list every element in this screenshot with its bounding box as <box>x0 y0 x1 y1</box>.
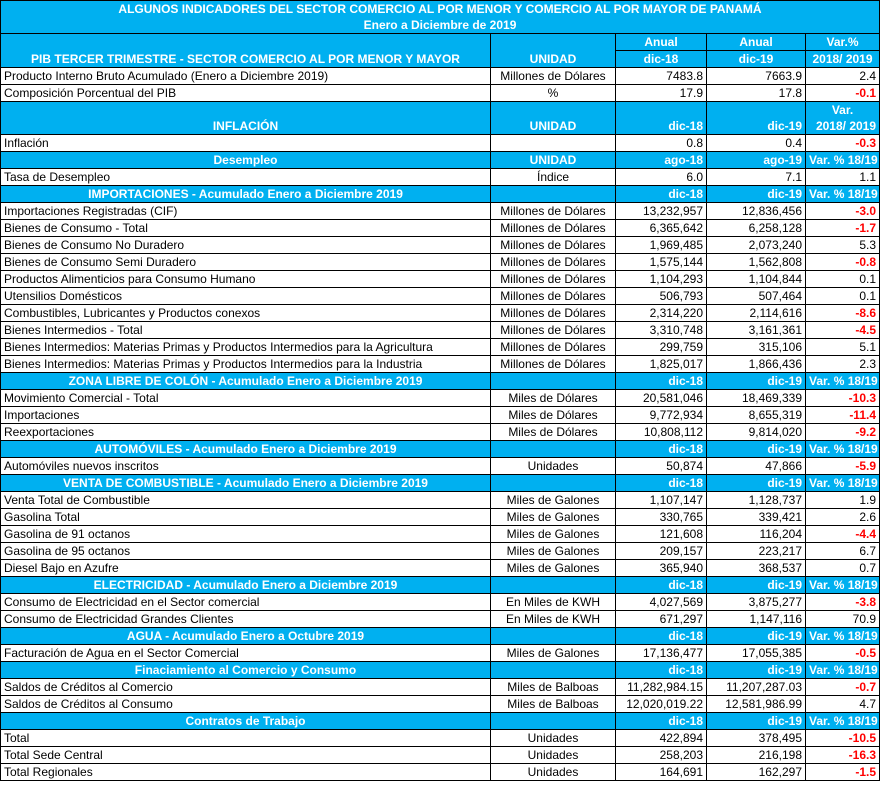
row-value-curr: 116,204 <box>707 526 806 543</box>
row-variation: 5.3 <box>806 237 880 254</box>
row-unit: Millones de Dólares <box>491 288 616 305</box>
financiamiento-section-title: Finaciamiento al Comercio y Consumo <box>1 662 491 679</box>
row-label: Saldos de Créditos al Consumo <box>1 696 491 713</box>
row-value-prev: 20,581,046 <box>616 390 707 407</box>
row-value-prev: 0.8 <box>616 135 707 152</box>
report-title: ALGUNOS INDICADORES DEL SECTOR COMERCIO AL POR MENOR Y COMERCIO AL POR MAYOR DE PANAMÁ <box>1 1 880 18</box>
row-value-curr: 12,581,986.99 <box>707 696 806 713</box>
electricidad-section-title: ELECTRICIDAD - Acumulado Enero a Diciembre 2019 <box>1 577 491 594</box>
electricidad-col3: Var. % 18/19 <box>806 577 880 594</box>
row-label: Bienes Intermedios: Materias Primas y Productos Intermedios para la Agricultura <box>1 339 491 356</box>
row-label: Inflación <box>1 135 491 152</box>
combustible-col2: dic-19 <box>707 475 806 492</box>
pib-unit-header: UNIDAD <box>491 51 616 68</box>
row-variation: -5.9 <box>806 458 880 475</box>
row-value-curr: 3,161,361 <box>707 322 806 339</box>
row-unit: Millones de Dólares <box>491 271 616 288</box>
row-value-curr: 315,106 <box>707 339 806 356</box>
row-variation: 0.7 <box>806 560 880 577</box>
row-value-prev: 17,136,477 <box>616 645 707 662</box>
row-variation: -3.8 <box>806 594 880 611</box>
row-variation: -9.2 <box>806 424 880 441</box>
row-value-prev: 506,793 <box>616 288 707 305</box>
row-label: Productos Alimenticios para Consumo Humano <box>1 271 491 288</box>
row-unit: Unidades <box>491 458 616 475</box>
row-variation: 70.9 <box>806 611 880 628</box>
desempleo-header-row <box>1 152 880 169</box>
automoviles-col2: dic-19 <box>707 441 806 458</box>
table-row <box>1 68 880 85</box>
title-row-1 <box>1 1 880 18</box>
row-value-curr: 1,562,808 <box>707 254 806 271</box>
table-row <box>1 288 880 305</box>
table-row <box>1 526 880 543</box>
row-value-prev: 1,104,293 <box>616 271 707 288</box>
agua-col1: dic-18 <box>616 628 707 645</box>
row-value-prev: 13,232,957 <box>616 203 707 220</box>
pib-col1-bottom: dic-18 <box>616 51 707 68</box>
pib-header-row-2 <box>1 51 880 68</box>
row-variation: -4.4 <box>806 526 880 543</box>
row-value-prev: 4,027,569 <box>616 594 707 611</box>
table-row <box>1 322 880 339</box>
row-variation: -0.3 <box>806 135 880 152</box>
row-label: Total Sede Central <box>1 747 491 764</box>
row-unit: Millones de Dólares <box>491 305 616 322</box>
spacer <box>491 577 616 594</box>
row-unit: Miles de Galones <box>491 543 616 560</box>
row-value-curr: 1,104,844 <box>707 271 806 288</box>
importaciones-section-title: IMPORTACIONES - Acumulado Enero a Diciembre 2019 <box>1 186 491 203</box>
contratos-section-title: Contratos de Trabajo <box>1 713 491 730</box>
row-unit: Millones de Dólares <box>491 203 616 220</box>
row-label: Bienes de Consumo Semi Duradero <box>1 254 491 271</box>
automoviles-col3: Var. % 18/19 <box>806 441 880 458</box>
row-unit: Miles de Dólares <box>491 407 616 424</box>
title-row-2 <box>1 17 880 34</box>
row-value-prev: 11,282,984.15 <box>616 679 707 696</box>
row-variation: 0.1 <box>806 271 880 288</box>
inflacion-header-row-1 <box>1 102 880 119</box>
table-row <box>1 135 880 152</box>
spacer <box>491 441 616 458</box>
row-value-curr: 339,421 <box>707 509 806 526</box>
row-label: Facturación de Agua en el Sector Comercial <box>1 645 491 662</box>
pib-section-title: PIB TERCER TRIMESTRE - SECTOR COMERCIO AL POR MENOR Y MAYOR <box>1 51 491 68</box>
row-variation: -1.7 <box>806 220 880 237</box>
row-variation: -8.6 <box>806 305 880 322</box>
row-unit: Millones de Dólares <box>491 237 616 254</box>
spacer <box>491 186 616 203</box>
automoviles-header-row <box>1 441 880 458</box>
row-label: Reexportaciones <box>1 424 491 441</box>
row-unit: En Miles de KWH <box>491 611 616 628</box>
row-value-curr: 6,258,128 <box>707 220 806 237</box>
row-variation: -16.3 <box>806 747 880 764</box>
row-value-curr: 17,055,385 <box>707 645 806 662</box>
table-row <box>1 458 880 475</box>
combustible-header-row <box>1 475 880 492</box>
row-variation: 2.4 <box>806 68 880 85</box>
row-label: Gasolina Total <box>1 509 491 526</box>
table-row <box>1 305 880 322</box>
row-label: Gasolina de 95 octanos <box>1 543 491 560</box>
table-row <box>1 645 880 662</box>
row-value-prev: 12,020,019.22 <box>616 696 707 713</box>
table-row <box>1 543 880 560</box>
zona-libre-col3: Var. % 18/19 <box>806 373 880 390</box>
electricidad-header-row <box>1 577 880 594</box>
spacer <box>707 102 806 119</box>
row-value-curr: 1,128,737 <box>707 492 806 509</box>
row-unit: Miles de Galones <box>491 645 616 662</box>
row-value-prev: 671,297 <box>616 611 707 628</box>
row-value-prev: 209,157 <box>616 543 707 560</box>
desempleo-col3: Var. % 18/19 <box>806 152 880 169</box>
row-value-prev: 422,894 <box>616 730 707 747</box>
row-label: Importaciones <box>1 407 491 424</box>
row-label: Bienes Intermedios: Materias Primas y Productos Intermedios para la Industria <box>1 356 491 373</box>
contratos-col2: dic-19 <box>707 713 806 730</box>
row-unit: Unidades <box>491 747 616 764</box>
table-row <box>1 407 880 424</box>
row-value-prev: 1,825,017 <box>616 356 707 373</box>
row-value-curr: 17.8 <box>707 85 806 102</box>
table-row <box>1 424 880 441</box>
row-value-prev: 17.9 <box>616 85 707 102</box>
inflacion-section-title: INFLACIÓN <box>1 118 491 135</box>
desempleo-col2: ago-19 <box>707 152 806 169</box>
row-unit: Millones de Dólares <box>491 339 616 356</box>
desempleo-section-title: Desempleo <box>1 152 491 169</box>
importaciones-col2: dic-19 <box>707 186 806 203</box>
row-variation: -1.5 <box>806 764 880 781</box>
row-unit: Millones de Dólares <box>491 220 616 237</box>
row-label: Importaciones Registradas (CIF) <box>1 203 491 220</box>
zona-libre-header-row <box>1 373 880 390</box>
row-variation: 6.7 <box>806 543 880 560</box>
agua-section-title: AGUA - Acumulado Enero a Octubre 2019 <box>1 628 491 645</box>
row-value-prev: 3,310,748 <box>616 322 707 339</box>
row-value-curr: 12,836,456 <box>707 203 806 220</box>
table-row <box>1 203 880 220</box>
row-value-prev: 50,874 <box>616 458 707 475</box>
row-variation: -4.5 <box>806 322 880 339</box>
row-value-prev: 164,691 <box>616 764 707 781</box>
row-unit: Miles de Balboas <box>491 696 616 713</box>
row-unit: % <box>491 85 616 102</box>
row-value-curr: 11,207,287.03 <box>707 679 806 696</box>
row-value-curr: 378,495 <box>707 730 806 747</box>
table-row <box>1 390 880 407</box>
row-unit: Millones de Dólares <box>491 322 616 339</box>
row-value-prev: 299,759 <box>616 339 707 356</box>
row-variation: 1.9 <box>806 492 880 509</box>
table-row <box>1 509 880 526</box>
pib-col3-top: Var.% <box>806 34 880 51</box>
row-label: Tasa de Desempleo <box>1 169 491 186</box>
row-value-prev: 1,575,144 <box>616 254 707 271</box>
inflacion-col1: dic-18 <box>616 118 707 135</box>
row-value-curr: 0.4 <box>707 135 806 152</box>
zona-libre-section-title: ZONA LIBRE DE COLÓN - Acumulado Enero a Diciembre 2019 <box>1 373 491 390</box>
row-unit: Miles de Galones <box>491 526 616 543</box>
inflacion-unit-header: UNIDAD <box>491 118 616 135</box>
row-value-prev: 1,107,147 <box>616 492 707 509</box>
row-value-curr: 47,866 <box>707 458 806 475</box>
row-value-curr: 368,537 <box>707 560 806 577</box>
table-row <box>1 764 880 781</box>
table-row <box>1 747 880 764</box>
financiamiento-col2: dic-19 <box>707 662 806 679</box>
row-value-curr: 2,114,616 <box>707 305 806 322</box>
financiamiento-header-row <box>1 662 880 679</box>
spacer <box>616 102 707 119</box>
row-value-prev: 1,969,485 <box>616 237 707 254</box>
row-unit: Millones de Dólares <box>491 356 616 373</box>
row-variation: -0.8 <box>806 254 880 271</box>
table-row <box>1 339 880 356</box>
financiamiento-col1: dic-18 <box>616 662 707 679</box>
row-unit: Millones de Dólares <box>491 254 616 271</box>
row-value-curr: 162,297 <box>707 764 806 781</box>
row-unit: Miles de Dólares <box>491 424 616 441</box>
combustible-col3: Var. % 18/19 <box>806 475 880 492</box>
row-value-prev: 10,808,112 <box>616 424 707 441</box>
contratos-col1: dic-18 <box>616 713 707 730</box>
table-row <box>1 730 880 747</box>
row-unit <box>491 135 616 152</box>
row-label: Consumo de Electricidad Grandes Clientes <box>1 611 491 628</box>
row-variation: -0.1 <box>806 85 880 102</box>
row-label: Diesel Bajo en Azufre <box>1 560 491 577</box>
row-value-prev: 121,608 <box>616 526 707 543</box>
importaciones-col3: Var. % 18/19 <box>806 186 880 203</box>
row-unit: Unidades <box>491 764 616 781</box>
table-row <box>1 611 880 628</box>
row-value-curr: 216,198 <box>707 747 806 764</box>
agua-col2: dic-19 <box>707 628 806 645</box>
agua-col3: Var. % 18/19 <box>806 628 880 645</box>
importaciones-col1: dic-18 <box>616 186 707 203</box>
row-value-curr: 8,655,319 <box>707 407 806 424</box>
row-value-prev: 258,203 <box>616 747 707 764</box>
spacer <box>491 475 616 492</box>
row-value-curr: 223,217 <box>707 543 806 560</box>
spacer <box>1 102 491 119</box>
row-label: Gasolina de 91 octanos <box>1 526 491 543</box>
row-label: Producto Interno Bruto Acumulado (Enero a Diciembre 2019) <box>1 68 491 85</box>
row-label: Movimiento Comercial - Total <box>1 390 491 407</box>
zona-libre-col1: dic-18 <box>616 373 707 390</box>
row-unit: Miles de Galones <box>491 509 616 526</box>
row-value-curr: 7.1 <box>707 169 806 186</box>
row-unit: Unidades <box>491 730 616 747</box>
row-value-prev: 2,314,220 <box>616 305 707 322</box>
row-unit: Miles de Dólares <box>491 390 616 407</box>
pib-col2-top: Anual <box>707 34 806 51</box>
row-value-curr: 9,814,020 <box>707 424 806 441</box>
row-value-curr: 3,875,277 <box>707 594 806 611</box>
table-row <box>1 356 880 373</box>
row-value-prev: 365,940 <box>616 560 707 577</box>
row-variation: -0.5 <box>806 645 880 662</box>
electricidad-col2: dic-19 <box>707 577 806 594</box>
pib-col1-top: Anual <box>616 34 707 51</box>
spacer <box>491 713 616 730</box>
inflacion-col2: dic-19 <box>707 118 806 135</box>
row-label: Bienes de Consumo - Total <box>1 220 491 237</box>
spacer <box>491 373 616 390</box>
desempleo-unit-header: UNIDAD <box>491 152 616 169</box>
row-variation: 5.1 <box>806 339 880 356</box>
row-unit: Miles de Galones <box>491 560 616 577</box>
row-label: Bienes de Consumo No Duradero <box>1 237 491 254</box>
inflacion-header-row-2 <box>1 118 880 135</box>
contratos-header-row <box>1 713 880 730</box>
agua-header-row <box>1 628 880 645</box>
table-row <box>1 679 880 696</box>
importaciones-header-row <box>1 186 880 203</box>
table-row <box>1 254 880 271</box>
electricidad-col1: dic-18 <box>616 577 707 594</box>
zona-libre-col2: dic-19 <box>707 373 806 390</box>
automoviles-section-title: AUTOMÓVILES - Acumulado Enero a Diciembre 2019 <box>1 441 491 458</box>
table-row <box>1 696 880 713</box>
row-value-prev: 9,772,934 <box>616 407 707 424</box>
spacer <box>491 628 616 645</box>
pib-col2-bottom: dic-19 <box>707 51 806 68</box>
row-variation: -3.0 <box>806 203 880 220</box>
row-value-curr: 18,469,339 <box>707 390 806 407</box>
desempleo-col1: ago-18 <box>616 152 707 169</box>
table-row <box>1 85 880 102</box>
pib-header-row-1 <box>1 34 880 51</box>
row-variation: -11.4 <box>806 407 880 424</box>
row-value-curr: 1,866,436 <box>707 356 806 373</box>
row-unit: Millones de Dólares <box>491 68 616 85</box>
combustible-col1: dic-18 <box>616 475 707 492</box>
table-row <box>1 594 880 611</box>
report-subtitle: Enero a Diciembre de 2019 <box>1 17 880 34</box>
spacer <box>491 102 616 119</box>
inflacion-col3-top: Var. <box>806 102 880 119</box>
row-label: Bienes Intermedios - Total <box>1 322 491 339</box>
table-row <box>1 560 880 577</box>
automoviles-col1: dic-18 <box>616 441 707 458</box>
row-unit: Miles de Balboas <box>491 679 616 696</box>
row-value-prev: 330,765 <box>616 509 707 526</box>
row-value-curr: 507,464 <box>707 288 806 305</box>
row-label: Automóviles nuevos inscritos <box>1 458 491 475</box>
row-variation: 0.1 <box>806 288 880 305</box>
spacer <box>491 662 616 679</box>
pib-col3-bottom: 2018/ 2019 <box>806 51 880 68</box>
row-value-curr: 2,073,240 <box>707 237 806 254</box>
table-row <box>1 237 880 254</box>
row-unit: Índice <box>491 169 616 186</box>
row-label: Combustibles, Lubricantes y Productos conexos <box>1 305 491 322</box>
row-label: Consumo de Electricidad en el Sector comercial <box>1 594 491 611</box>
row-value-prev: 7483.8 <box>616 68 707 85</box>
row-variation: -10.3 <box>806 390 880 407</box>
row-value-prev: 6.0 <box>616 169 707 186</box>
financiamiento-col3: Var. % 18/19 <box>806 662 880 679</box>
row-label: Total Regionales <box>1 764 491 781</box>
table-row <box>1 220 880 237</box>
combustible-section-title: VENTA DE COMBUSTIBLE - Acumulado Enero a Diciembre 2019 <box>1 475 491 492</box>
row-label: Venta Total de Combustible <box>1 492 491 509</box>
row-label: Utensilios Domésticos <box>1 288 491 305</box>
contratos-col3: Var. % 18/19 <box>806 713 880 730</box>
row-value-curr: 7663.9 <box>707 68 806 85</box>
row-unit: Miles de Galones <box>491 492 616 509</box>
inflacion-col3-bottom: 2018/ 2019 <box>806 118 880 135</box>
table-row <box>1 271 880 288</box>
table-row <box>1 492 880 509</box>
row-variation: -10.5 <box>806 730 880 747</box>
row-variation: -0.7 <box>806 679 880 696</box>
row-label: Composición Porcentual del PIB <box>1 85 491 102</box>
table-row <box>1 169 880 186</box>
row-value-prev: 6,365,642 <box>616 220 707 237</box>
row-variation: 1.1 <box>806 169 880 186</box>
row-label: Saldos de Créditos al Comercio <box>1 679 491 696</box>
row-variation: 2.3 <box>806 356 880 373</box>
row-variation: 4.7 <box>806 696 880 713</box>
row-label: Total <box>1 730 491 747</box>
row-variation: 2.6 <box>806 509 880 526</box>
row-value-curr: 1,147,116 <box>707 611 806 628</box>
row-unit: En Miles de KWH <box>491 594 616 611</box>
